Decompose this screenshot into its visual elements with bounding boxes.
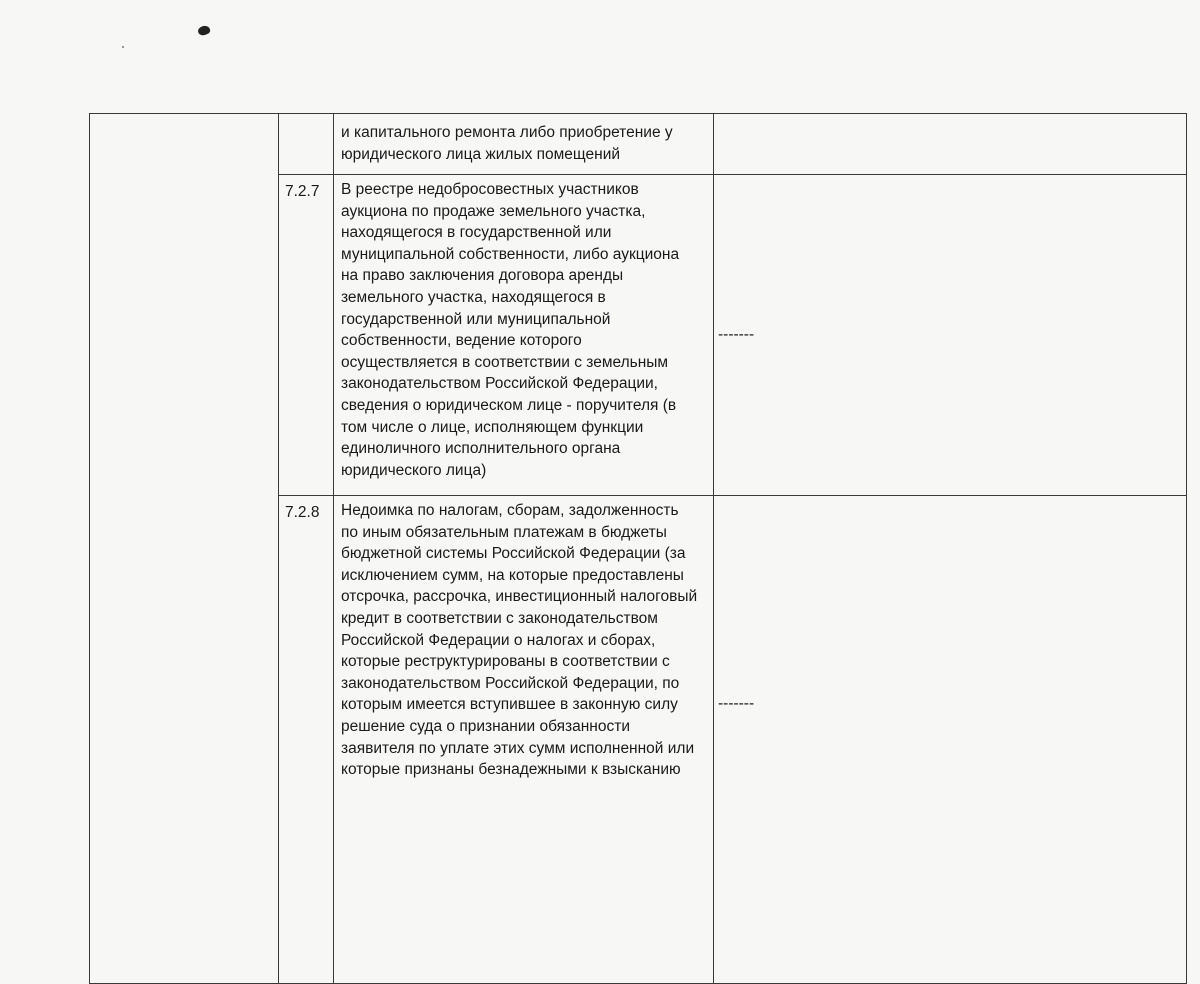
item-text-cell (334, 114, 714, 175)
text-line: законодательством Российской Федерации, (341, 375, 658, 393)
item-number-cell (279, 175, 334, 496)
text-line: Недоимка по налогам, сборам, задолженность (341, 502, 679, 519)
text-line: и капитального ремонта либо приобретение у (341, 124, 673, 141)
text-line: юридического лица жилых помещений (341, 145, 621, 163)
text-line: осуществляется в соответствии с земельным (341, 353, 669, 371)
text-line: находящегося в государственной или (341, 224, 612, 242)
table-row (90, 114, 1187, 175)
text-line: которые реструктурированы в соответствии с (341, 653, 670, 671)
text-line: том числе о лице, исполняющем функции (341, 418, 644, 436)
text-line: исключением сумм, на которые предоставлены (341, 566, 684, 584)
text-line: сведения о юридическом лице - поручителя (в (341, 396, 677, 414)
text-line: заявителя по уплате этих сумм исполненной или (341, 739, 695, 757)
ink-dot (122, 46, 124, 48)
text-line: В реестре недобросовестных участников (341, 181, 639, 198)
text-line: кредит в соответствии с законодательством (341, 609, 658, 627)
text-line: земельного участка, находящегося в (341, 288, 606, 306)
text-line: законодательством Российской Федерации, по (341, 674, 680, 692)
item-number-cell (279, 496, 334, 984)
item-text-cell (334, 496, 714, 984)
requirements-table (89, 113, 1187, 984)
status-value: ------- (718, 695, 755, 712)
text-line: Российской Федерации о налогах и сборах, (341, 631, 656, 649)
status-cell (714, 496, 1187, 984)
status-cell (714, 114, 1187, 175)
text-line: которые признаны безнадежными к взысканию (341, 761, 681, 779)
section-cell (90, 114, 279, 984)
item-number-cell (279, 114, 334, 175)
text-line: юридического лица) (341, 461, 487, 479)
text-line: государственной или муниципальной (341, 310, 611, 328)
item-number: 7.2.7 (285, 183, 320, 200)
text-line: которым имеется вступившее в законную силу (341, 696, 678, 714)
status-value: ------- (718, 326, 755, 344)
text-line: решение суда о признании обязанности (341, 717, 630, 735)
text-line: бюджетной системы Российской Федерации (за (341, 545, 686, 563)
text-line: аукциона по продаже земельного участка, (341, 202, 646, 220)
ink-speck (197, 24, 211, 37)
item-number: 7.2.8 (285, 504, 320, 521)
text-line: отсрочка, рассрочка, инвестиционный налоговый (341, 588, 698, 606)
text-line: по иным обязательным платежам в бюджеты (341, 523, 667, 541)
text-line: единоличного исполнительного органа (341, 440, 621, 458)
text-line: на право заключения договора аренды (341, 267, 624, 285)
text-line: муниципальной собственности, либо аукциона (341, 245, 680, 263)
status-cell (714, 175, 1187, 496)
text-line: собственности, ведение которого (341, 332, 582, 350)
item-text-cell (334, 175, 714, 496)
